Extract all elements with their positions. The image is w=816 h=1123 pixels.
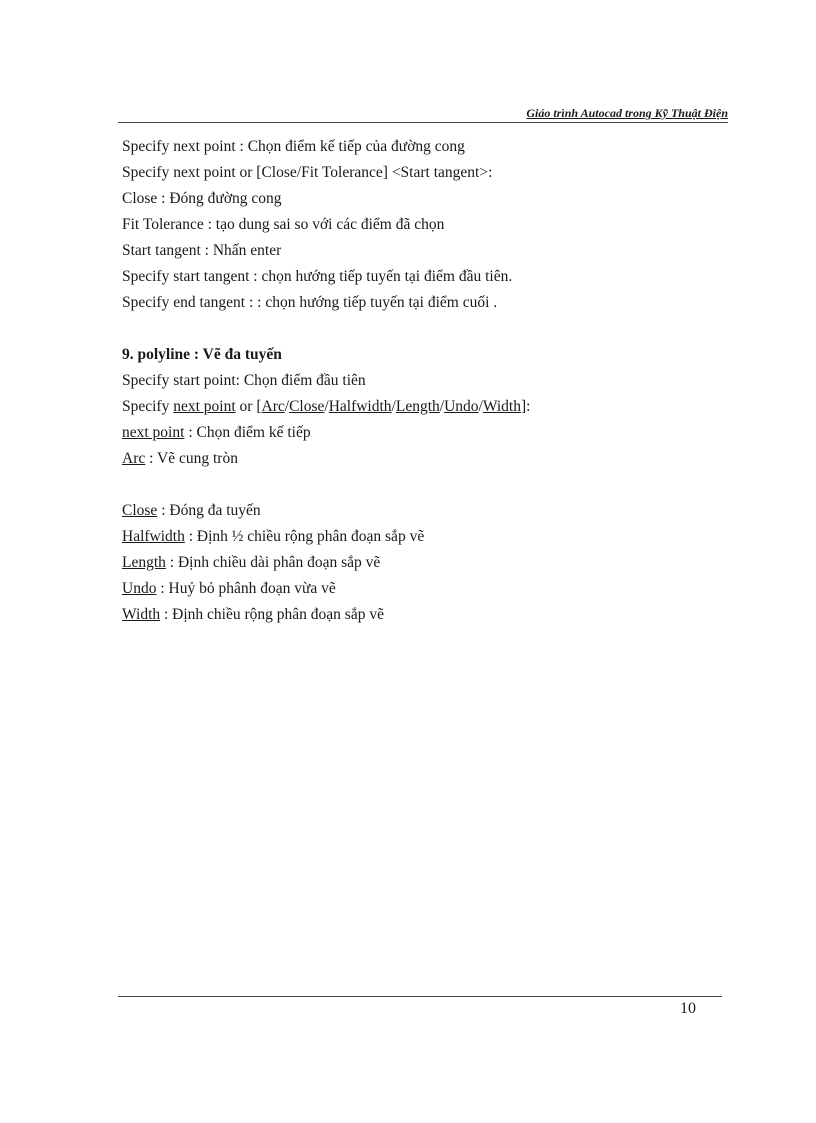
option-term: Length [122,554,166,571]
option-term: Width [122,606,161,623]
page-content [122,134,722,628]
prompt-separator: / [391,398,396,415]
spline-line-specify-start-tangent: Specify start tangent : chọn hướng tiếp tuyến tại điểm đầu tiên. [122,268,513,285]
prompt-separator: / [324,398,329,415]
option-term: Halfwidth [122,528,185,545]
prompt-option-close: Close [289,398,325,415]
section-heading-polyline: 9. polyline : Vẽ đa tuyến [122,346,282,363]
polyline-start-point: Specify start point: Chọn điểm đầu tiên [122,372,366,389]
page-footer [118,996,722,1017]
polyline-prompt [122,394,722,420]
prompt-or: or [ [235,398,262,415]
option-close [122,498,722,524]
page-number: 10 [680,1000,696,1017]
page-header [118,106,728,126]
prompt-separator: / [284,398,290,415]
spline-line-next-point: Specify next point : Chọn điểm kế tiếp của đường cong [122,138,465,155]
prompt-prefix: Specify [122,398,174,415]
spline-line-close: Close : Đóng đường cong [122,190,282,207]
prompt-suffix: ]: [520,398,531,415]
spacer [122,472,722,498]
spline-line-specify-end-tangent: Specify end tangent : : chọn hướng tiếp tuyến tại điểm cuối . [122,294,498,311]
option-length [122,550,722,576]
option-undo [122,576,722,602]
option-next-point [122,420,722,446]
spline-line-fit-tolerance: Fit Tolerance : tạo dung sai so với các điểm đã chọn [122,216,445,233]
spline-line-prompt: Specify next point or [Close/Fit Tolerance] <Start tangent>: [122,164,493,181]
option-arc [122,446,722,472]
option-term: Undo [122,580,157,597]
option-description: : Định chiều dài phân đoạn sắp vẽ [165,554,381,571]
prompt-separator: / [439,398,445,415]
option-description: : Chọn điểm kế tiếp [184,424,311,441]
option-term: Close [122,502,158,519]
option-description: : Huỷ bỏ phânh đoạn vừa vẽ [156,580,336,597]
header-title: Giáo trình Autocad trong Kỹ Thuật Điện [526,106,728,120]
prompt-option-length: Length [395,398,440,415]
option-term: Arc [122,450,146,467]
prompt-option-next-point: next point [173,398,236,415]
option-term: next point [122,424,185,441]
option-description: : Định chiều rộng phân đoạn sắp vẽ [160,606,384,623]
prompt-option-arc: Arc [261,398,285,415]
option-description: : Đóng đa tuyến [157,502,261,519]
spline-line-start-tangent: Start tangent : Nhấn enter [122,242,282,259]
option-halfwidth [122,524,722,550]
header-divider [118,122,728,123]
option-description: : Vẽ cung tròn [145,450,238,467]
prompt-option-halfwidth: Halfwidth [328,398,392,415]
prompt-separator: / [478,398,483,415]
prompt-option-undo: Undo [444,398,479,415]
prompt-option-width: Width [482,398,521,415]
footer-divider [118,996,722,997]
spacer [122,316,722,342]
option-description: : Định ½ chiều rộng phân đoạn sắp vẽ [184,528,425,545]
option-width [122,602,722,628]
